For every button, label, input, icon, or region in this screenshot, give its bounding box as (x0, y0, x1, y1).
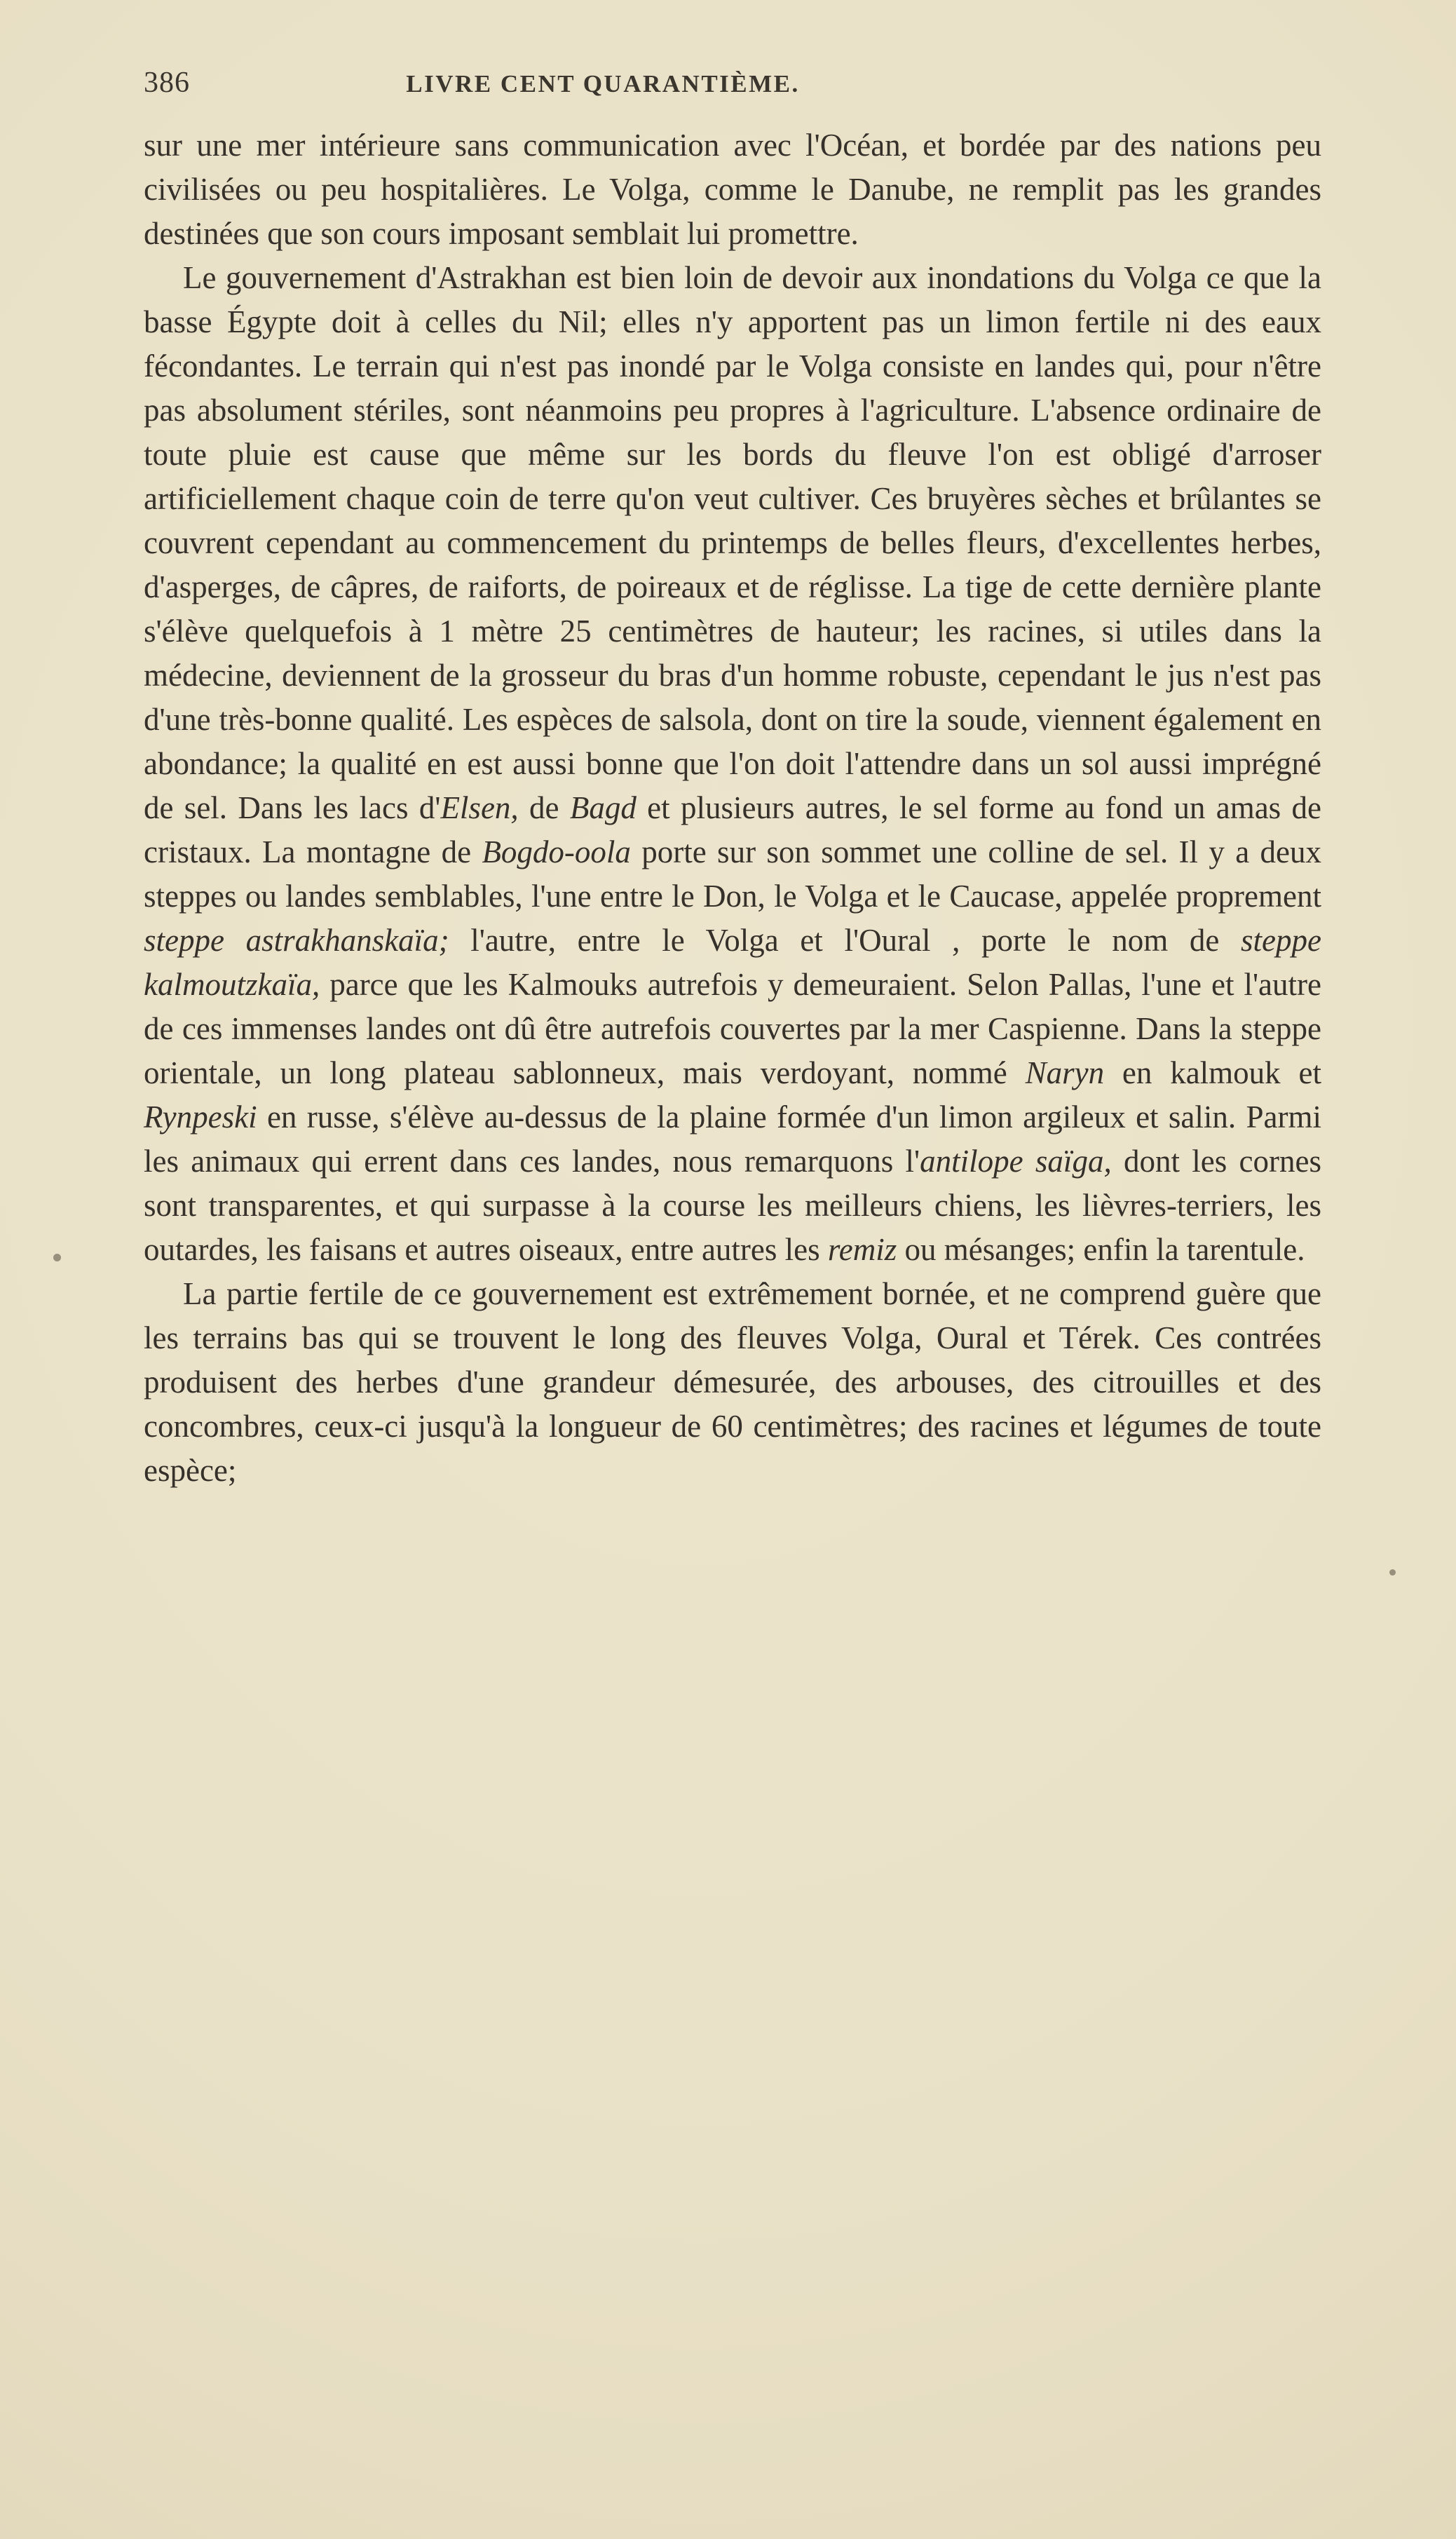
italic-text: Bogdo-oola (482, 834, 631, 869)
page-header (144, 65, 1321, 107)
scan-speck (1389, 1569, 1396, 1576)
body-text: ou mésanges; enfin la tarentule. (897, 1232, 1305, 1267)
body-text: l'autre, entre le Volga et l'Oural , porte le nom de (449, 923, 1241, 958)
italic-text: steppe kalmoutzkaïa, (144, 923, 1321, 1002)
italic-text: remiz (827, 1232, 897, 1267)
body-text: en kalmouk et (1104, 1055, 1321, 1090)
paragraph (144, 123, 1321, 256)
body-text: en russe, s'élève au-dessus de la plaine formée d'un limon argileux et salin. Parmi les animaux qui errent dans ces landes, nous remarquons l' (144, 1099, 1321, 1179)
italic-text: Naryn (1025, 1055, 1105, 1090)
italic-text: Bagd (569, 790, 637, 825)
italic-text: antilope saïga, (920, 1144, 1112, 1179)
body-text: porte sur son sommet une colline de sel. Il y a deux steppes ou landes semblables, l'une entre le Don, le Volga et le Caucase, appelée proprement (144, 834, 1321, 914)
scan-speck (53, 1254, 61, 1261)
italic-text: Elsen, (440, 790, 519, 825)
paragraph (144, 256, 1321, 1272)
body-text: de (518, 790, 570, 825)
running-title: LIVRE CENT QUARANTIÈME. (406, 70, 800, 97)
body-text: et plusieurs autres, le sel forme au fond un amas de cristaux. La montagne de (144, 790, 1321, 869)
body-text: La partie fertile de ce gouvernement est extrêmement bornée, et ne comprend guère que les terrains bas qui se trouvent le long des fleuves Volga, Oural et Térek. Ces contrées produisent des herbes d'une grandeur démesurée, des arbouses, des citrouilles et des concombres, ceux-ci jusqu'à la longueur de 60 centimètres; des racines et légumes de toute espèce; (144, 1276, 1321, 1488)
body-text: parce que les Kalmouks autrefois y demeuraient. Selon Pallas, l'une et l'autre de ces immenses landes ont dû être autrefois couvertes par la mer Caspienne. Dans la steppe orientale, un long plateau sablonneux, mais verdoyant, nommé (144, 967, 1321, 1090)
text-block (144, 123, 1321, 1493)
italic-text: Rynpeski (144, 1099, 257, 1135)
body-text: dont les cornes sont transparentes, et qui surpasse à la course les meilleurs chiens, les lièvres-terriers, les outardes, les faisans et autres oiseaux, entre autres les (144, 1144, 1321, 1267)
body-text: sur une mer intérieure sans communication avec l'Océan, et bordée par des nations peu civilisées ou peu hospitalières. Le Volga, comme le Danube, ne remplit pas les grandes destinées que son cours imposant semblait lui promettre. (144, 128, 1321, 251)
paragraph (144, 1272, 1321, 1493)
body-text: Le gouvernement d'Astrakhan est bien loin de devoir aux inondations du Volga ce que la basse Égypte doit à celles du Nil; elles n'y apportent pas un limon fertile ni des eaux fécondantes. Le terrain qui n'est pas inondé par le Volga consiste en landes qui, pour n'être pas absolument stériles, sont néanmoins peu propres à l'agriculture. L'absence ordinaire de toute pluie est cause que même sur les bords du fleuve l'on est obligé d'arroser artificiellement chaque coin de terre qu'on veut cultiver. Ces bruyères sèches et brûlantes se couvrent cependant au commencement du printemps de belles fleurs, d'excellentes herbes, d'asperges, de câpres, de raiforts, de poireaux et de réglisse. La tige de cette dernière plante s'élève quelquefois à 1 mètre 25 centimètres de hauteur; les racines, si utiles dans la médecine, deviennent de la grosseur du bras d'un homme robuste, cependant le jus n'est pas d'une très-bonne qualité. Les espèces de salsola, dont on tire la soude, viennent également en abondance; la qualité en est aussi bonne que l'on doit l'attendre dans un sol aussi imprégné de sel. Dans les lacs d' (144, 260, 1321, 825)
page-number: 386 (144, 67, 190, 99)
italic-text: steppe astrakhanskaïa; (144, 923, 449, 958)
